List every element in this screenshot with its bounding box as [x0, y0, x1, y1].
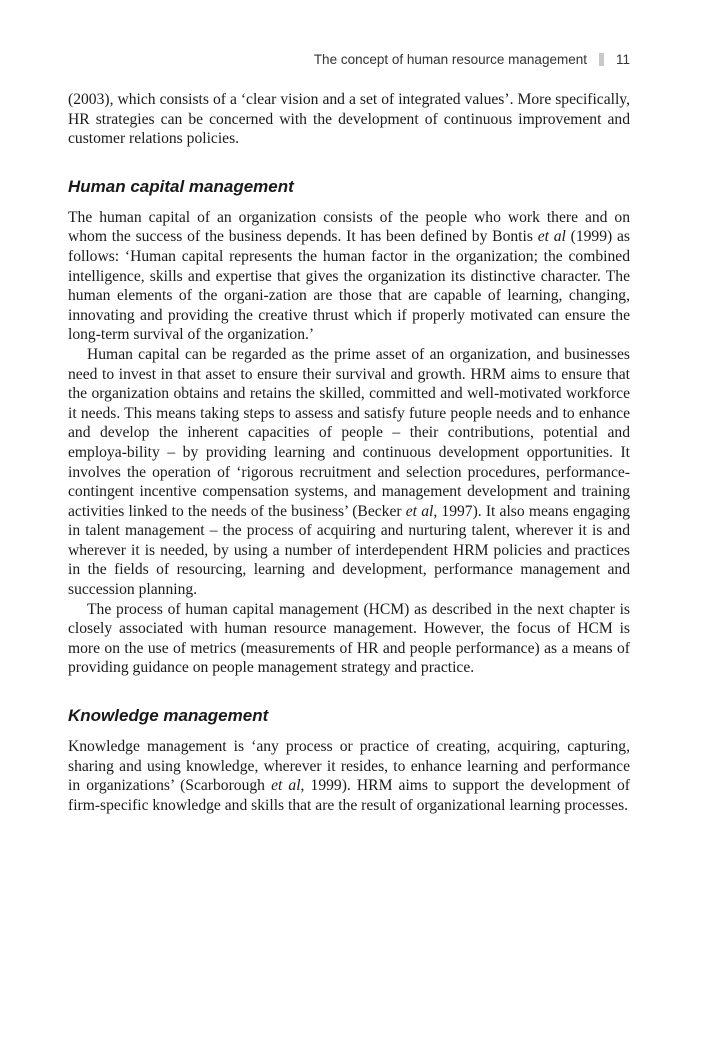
intro-paragraph: (2003), which consists of a ‘clear vision and a set of integrated values’. More specifically, HR strategies can be concerned with the development of continuous improvement and customer relations policies. [68, 91, 630, 148]
hcm-p1-etal: et al [537, 228, 566, 246]
page-number: 11 [615, 52, 630, 67]
km-paragraph-1 [68, 737, 630, 815]
hcm-paragraph-1 [68, 208, 630, 345]
heading-knowledge-management: Knowledge management [68, 706, 269, 726]
hcm-p2-etal: et al [405, 502, 434, 520]
km-p1-etal: et al [271, 777, 301, 795]
hcm-p2-text-a: Human capital can be regarded as the prime asset of an organization, and businesses need to invest in that asset to ensure their survival and growth. HRM aims to ensure that the organization obtains and retains the skilled, committed and well-motivated workforce it needs. This means taking steps to assess and satisfy future people needs and to enhance and develop the inherent capacities of people – their contributions, potential and employa-bility – by providing learning and continuous development opportunities. It involves the operation of ‘rigorous recruitment and selection procedures, performance-contingent incentive compensation systems, and management development and training activities linked to the needs of the business’ (Becker [68, 345, 630, 520]
hcm-p2-text-b: , 1997). It also means engaging in talent management – the process of acquiring and nurturing talent, wherever it is and wherever it is needed, by using a number of interdependent HRM policies and practices in the fields of resourcing, learning and development, performance management and succession planning. [68, 502, 630, 599]
heading-human-capital-management: Human capital management [68, 176, 294, 196]
body-text [68, 90, 630, 815]
running-header [314, 52, 630, 67]
km-p1-text-b: , 1999). HRM aims to support the development of firm-specific knowledge and skills that are the result of organizational learning processes. [68, 777, 630, 814]
hcm-p1-text-b: (1999) as follows: ‘Human capital represents the human factor in the organization; the combined intelligence, skills and expertise that gives the organization its distinctive character. The human elements of the organi-zation are those that are capable of learning, changing, innovating and providing the creative thrust which if properly motivated can ensure the long-term survival of the organization.’ [68, 228, 630, 344]
hcm-p1-text-a: The human capital of an organization consists of the people who work there and on whom the success of the business depends. It has been defined by Bontis [68, 208, 630, 246]
hcm-paragraph-3: The process of human capital management (HCM) as described in the next chapter is closely associated with human resource management. However, the focus of HCM is more on the use of metrics (measurements of HR and people performance) as a means of providing guidance on people management strategy and practice. [68, 600, 630, 677]
header-separator-bar [599, 53, 604, 66]
hcm-paragraph-2 [68, 345, 630, 600]
km-p1-text-a: Knowledge management is ‘any process or practice of creating, acquiring, capturing, sharing and using knowledge, wherever it resides, to enhance learning and performance in organizations’ (Scarborough [68, 738, 630, 795]
running-title: The concept of human resource management [313, 52, 587, 67]
